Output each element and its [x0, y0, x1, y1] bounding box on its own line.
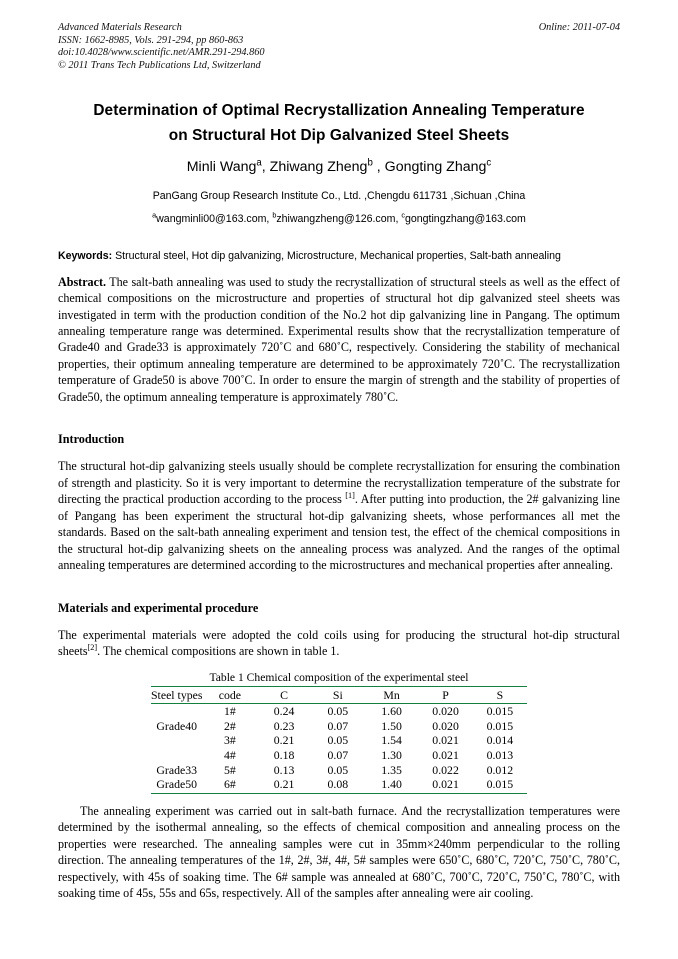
cell-code: 1# — [223, 704, 236, 719]
cell-s: 0.012 — [486, 762, 514, 777]
cell-mn: 1.50 — [381, 718, 402, 733]
cell-c: 0.13 — [273, 762, 295, 777]
introduction-text-b: . After putting into production, the 2# galvanizing line of Pangang has been experiment the structural hot-dip galvanizing sheets, whose performances all met the standards. Based on the salt-bath annealing experiment and tension test, the effect of the chemical compositions in the structural hot-dip galvanizing sheets on the annealing process was analyzed. And the ranges of the optimal annealing temperatures are determined according to the microstructures and mechanical properties after annealing. — [58, 492, 620, 573]
table-header-row — [151, 686, 527, 704]
materials-paragraph-1 — [58, 627, 620, 660]
materials-text-a: The experimental materials were adopted the cold coils using for producing the structural hot-dip structural sheets — [58, 627, 620, 659]
title-line-2: on Structural Hot Dip Galvanized Steel Sheets — [168, 127, 510, 145]
cell-mn: 1.35 — [381, 762, 402, 777]
journal-copyright: © 2011 Trans Tech Publications Ltd, Switzerland — [58, 59, 261, 71]
email-2-marker: b — [272, 210, 277, 220]
email-3-marker: c — [401, 210, 405, 220]
cell-s: 0.013 — [486, 747, 514, 762]
author-2-marker: b — [367, 157, 373, 169]
author-3-marker: c — [486, 157, 492, 169]
cell-c: 0.21 — [273, 733, 295, 748]
table-row — [151, 763, 527, 778]
table-body — [151, 704, 527, 794]
table-1-caption: Table 1 Chemical composition of the experimental steel — [209, 670, 469, 684]
author-list — [58, 157, 620, 177]
journal-name: Advanced Materials Research — [58, 22, 182, 33]
cell-steel-type — [151, 704, 202, 719]
cell-p: 0.020 — [432, 704, 459, 719]
section-heading-materials: Materials and experimental procedure — [58, 600, 259, 615]
author-1-name: Minli Wang — [186, 159, 257, 176]
cell-p: 0.020 — [432, 718, 459, 733]
cell-c: 0.23 — [273, 718, 295, 733]
cell-si: 0.07 — [327, 747, 349, 762]
materials-paragraph-2: The annealing experiment was carried out in salt-bath furnace. And the recrystallization temperatures were determined by the isothermal annealing, so the effects of chemical composition and annealing process on the properties were researched. The annealing samples were cut in 35mm×240mm perpendicular to the rolling direction. The annealing temperatures of the 1#, 2#, 3#, 4#, 5# samples were 650˚C, 680˚C, 720˚C, 750˚C, 780˚C, respectively, with 45s of soaking time. The 6# sample was annealed at 680˚C, 700˚C, 720˚C, 750˚C, 780˚C, with soaking time of 45s, 55s and 65s, respectively. All of the samples after annealing were air cooling. — [58, 803, 620, 901]
cell-si: 0.05 — [327, 733, 349, 748]
keywords-text: Structural steel, Hot dip galvanizing, Microstructure, Mechanical properties, Salt-bath annealing — [112, 250, 561, 263]
email-1-marker: a — [152, 210, 157, 220]
introduction-paragraph — [58, 458, 620, 574]
table-row — [151, 733, 527, 748]
cell-steel-type: Grade50 — [151, 777, 202, 793]
cell-p: 0.021 — [432, 733, 459, 748]
journal-header — [58, 22, 620, 72]
page-title — [58, 98, 620, 148]
col-header-s: S — [473, 686, 527, 704]
cell-p: 0.021 — [418, 777, 472, 793]
journal-issn: ISSN: 1662-8985, Vols. 291-294, pp 860-863 — [58, 34, 244, 46]
cell-steel-type: Grade40 — [156, 718, 198, 733]
table-row — [151, 748, 527, 763]
cell-steel-type: Grade33 — [156, 762, 198, 777]
col-header-c: C — [257, 686, 311, 704]
materials-text-b: . The chemical compositions are shown in table 1. — [97, 644, 340, 659]
cell-code: 3# — [223, 733, 236, 748]
cell-code: 4# — [223, 747, 236, 762]
cell-mn: 1.40 — [365, 777, 419, 793]
author-1-marker: a — [256, 157, 262, 169]
col-header-code: code — [202, 686, 257, 704]
cell-mn: 1.30 — [381, 747, 402, 762]
title-line-1: Determination of Optimal Recrystallization Annealing Temperature — [93, 102, 585, 120]
author-separator-1: , — [261, 159, 270, 176]
table-row — [151, 704, 527, 719]
col-header-si: Si — [311, 686, 365, 704]
col-header-steel-types: Steel types — [151, 686, 202, 704]
citation-ref-1[interactable]: [1] — [345, 491, 355, 500]
cell-c: 0.18 — [273, 747, 295, 762]
author-3-name: Gongting Zhang — [384, 159, 487, 176]
cell-s: 0.015 — [473, 777, 527, 793]
cell-mn: 1.54 — [381, 733, 402, 748]
cell-c: 0.24 — [273, 704, 295, 719]
table-row — [151, 777, 527, 793]
cell-steel-type — [151, 733, 202, 748]
citation-ref-2[interactable]: [2] — [87, 643, 98, 652]
cell-si: 0.05 — [327, 762, 349, 777]
journal-doi: doi:10.4028/www.scientific.net/AMR.291-294.860 — [58, 47, 265, 59]
table-row — [151, 719, 527, 734]
cell-si: 0.08 — [311, 777, 365, 793]
email-2[interactable]: zhiwangzheng@126.com, — [276, 213, 399, 226]
keywords-block — [58, 249, 620, 263]
abstract-text: The salt-bath annealing was used to study the recrystallization of structural steels as well as the effect of chemical compositions on the microstructure and properties of structural hot dip galvanized steel sheets was investigated in term with the production condition of the No.2 hot dip galvanizing line in Pangang. The optimum annealing temperature range was determined. Experimental results show that the recrystallization temperature of Grade40 and Grade33 is approximately 720˚C and 680˚C, respectively. Considering the stability of mechanical properties, their optimum annealing temperature are determined to be approximately 720˚C. The recrystallization temperature of Grade50 is above 700˚C. In order to ensure the margin of strength and the stability of properties of Grade50, the optimum annealing temperature is approximately 780˚C. — [58, 274, 620, 404]
online-date: Online: 2011-07-04 — [538, 22, 620, 33]
email-1[interactable]: wangminli00@163.com, — [156, 213, 270, 226]
cell-code: 5# — [223, 762, 236, 777]
abstract-block — [58, 274, 620, 405]
table-head — [151, 686, 527, 704]
author-2-name: Zhiwang Zheng — [269, 159, 368, 176]
author-emails — [58, 211, 620, 227]
cell-p: 0.021 — [432, 747, 459, 762]
col-header-mn: Mn — [365, 686, 419, 704]
cell-code: 6# — [202, 777, 257, 793]
keywords-label: Keywords: — [58, 250, 113, 263]
cell-c: 0.21 — [257, 777, 311, 793]
cell-mn: 1.60 — [381, 704, 402, 719]
chemical-composition-table — [151, 686, 527, 794]
email-3[interactable]: gongtingzhang@163.com — [404, 213, 526, 226]
cell-s: 0.015 — [486, 718, 514, 733]
author-separator-2: , — [372, 159, 385, 176]
section-heading-introduction: Introduction — [58, 432, 125, 447]
cell-si: 0.07 — [327, 718, 349, 733]
cell-s: 0.014 — [486, 733, 514, 748]
table-1-block — [151, 670, 527, 794]
cell-p: 0.022 — [432, 762, 459, 777]
cell-code: 2# — [223, 718, 236, 733]
cell-steel-type — [151, 748, 202, 763]
cell-s: 0.015 — [486, 704, 514, 719]
affiliation: PanGang Group Research Institute Co., Ltd. ,Chengdu 611731 ,Sichuan ,China — [152, 190, 526, 203]
cell-si: 0.05 — [327, 704, 349, 719]
table-1-wrapper — [58, 670, 620, 794]
col-header-p: P — [418, 686, 472, 704]
abstract-label: Abstract. — [58, 274, 107, 289]
introduction-text-a: The structural hot-dip galvanizing steels usually should be complete recrystallization for ensuring the combination of strength and plasticity. So it is very important to determine the recrystallization temperature of the substrate for directing the practical production according to the process — [58, 459, 620, 507]
